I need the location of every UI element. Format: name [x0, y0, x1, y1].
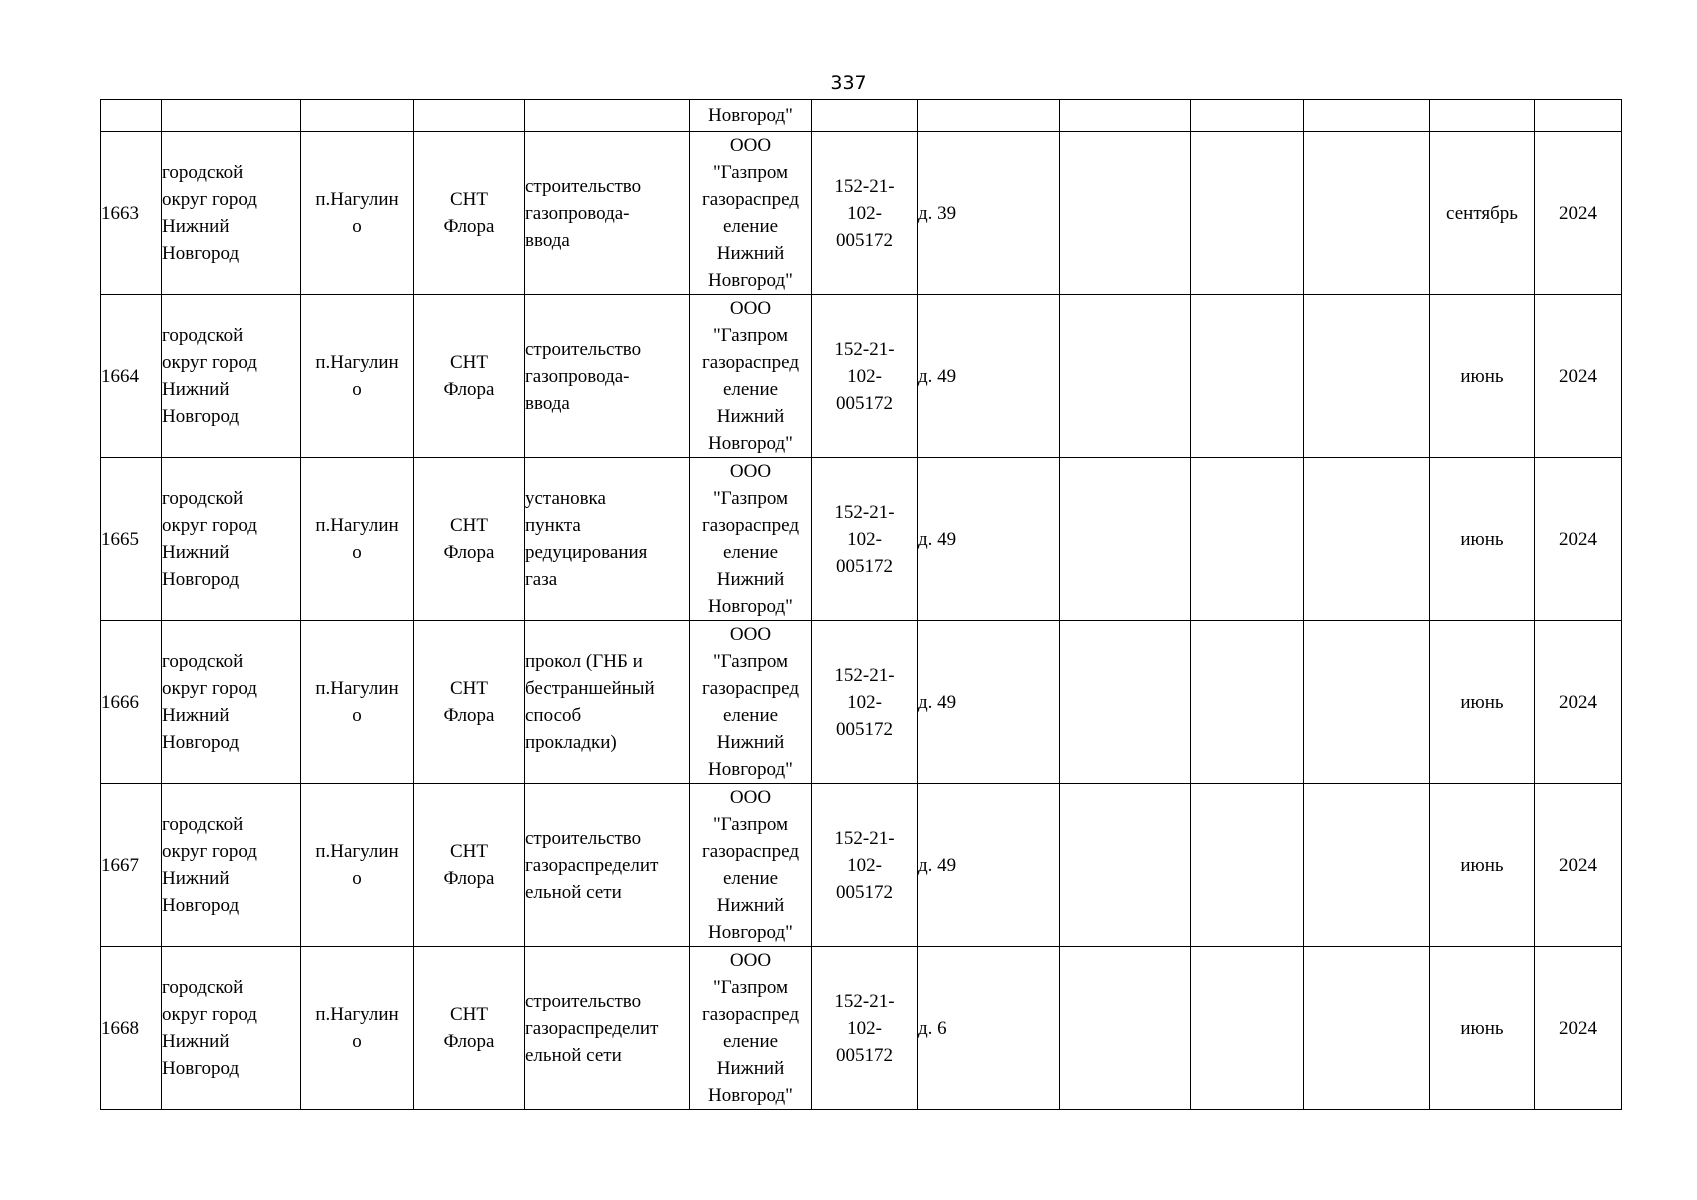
cell-object: СНТ Флора — [414, 295, 525, 458]
cell-object: СНТ Флора — [414, 621, 525, 784]
cell-year: 2024 — [1535, 132, 1622, 295]
cell-house: д. 49 — [918, 621, 1060, 784]
cell-row-number: 1666 — [101, 621, 162, 784]
cell-month: сентябрь — [1430, 132, 1535, 295]
cell-row-number: 1668 — [101, 947, 162, 1110]
cell-empty — [1304, 132, 1430, 295]
cell-year: 2024 — [1535, 295, 1622, 458]
cell-year: 2024 — [1535, 947, 1622, 1110]
table-row — [101, 621, 1622, 784]
cell-object: СНТ Флора — [414, 132, 525, 295]
cell-row-number: 1663 — [101, 132, 162, 295]
cell-empty — [1304, 784, 1430, 947]
cell-month: июнь — [1430, 621, 1535, 784]
cell-row-number: 1664 — [101, 295, 162, 458]
cell-works: строительство газораспределит ельной сети — [525, 784, 690, 947]
table-row-continuation — [101, 100, 1622, 132]
cell-settlement: п.Нагулин о — [301, 947, 414, 1110]
cell-object: СНТ Флора — [414, 784, 525, 947]
cell-year: 2024 — [1535, 621, 1622, 784]
table-row — [101, 132, 1622, 295]
cell-settlement: п.Нагулин о — [301, 458, 414, 621]
cell-settlement: п.Нагулин о — [301, 295, 414, 458]
cell-year: 2024 — [1535, 784, 1622, 947]
cell-organization: ООО "Газпром газораспред еление Нижний Новгород" — [690, 784, 812, 947]
cell-empty — [1304, 458, 1430, 621]
cell-house: д. 39 — [918, 132, 1060, 295]
cell-empty — [1060, 132, 1191, 295]
cell-month: июнь — [1430, 784, 1535, 947]
cell-month: июнь — [1430, 947, 1535, 1110]
cell-empty — [1060, 295, 1191, 458]
cell-month: июнь — [1430, 458, 1535, 621]
cell-empty — [1304, 295, 1430, 458]
cell-organization: ООО "Газпром газораспред еление Нижний Новгород" — [690, 458, 812, 621]
cell-cadastral: 152-21- 102- 005172 — [812, 947, 918, 1110]
cell-area: городской округ город Нижний Новгород — [162, 295, 301, 458]
cell-settlement: п.Нагулин о — [301, 621, 414, 784]
cell-cadastral: 152-21- 102- 005172 — [812, 132, 918, 295]
cell-organization: Новгород" — [690, 100, 812, 132]
cell-empty — [1191, 295, 1304, 458]
cell-empty — [1060, 947, 1191, 1110]
cell-empty — [1060, 621, 1191, 784]
table-row — [101, 947, 1622, 1110]
cell-empty — [1191, 947, 1304, 1110]
cell-empty — [1304, 947, 1430, 1110]
cell-organization: ООО "Газпром газораспред еление Нижний Новгород" — [690, 132, 812, 295]
cell-area: городской округ город Нижний Новгород — [162, 621, 301, 784]
cell-year: 2024 — [1535, 458, 1622, 621]
cell-settlement: п.Нагулин о — [301, 784, 414, 947]
cell-settlement: п.Нагулин о — [301, 132, 414, 295]
register-table — [100, 99, 1622, 1110]
cell-works: строительство газопровода- ввода — [525, 132, 690, 295]
cell-works: прокол (ГНБ и бестраншейный способ прокладки) — [525, 621, 690, 784]
cell-empty — [1191, 458, 1304, 621]
cell-house: д. 49 — [918, 784, 1060, 947]
cell-month: июнь — [1430, 295, 1535, 458]
cell-row-number: 1665 — [101, 458, 162, 621]
table-body — [101, 100, 1622, 1110]
cell-works: строительство газораспределит ельной сети — [525, 947, 690, 1110]
cell-empty — [1191, 784, 1304, 947]
cell-house: д. 49 — [918, 458, 1060, 621]
cell-empty — [1060, 458, 1191, 621]
cell-works: строительство газопровода- ввода — [525, 295, 690, 458]
table-row — [101, 458, 1622, 621]
cell-cadastral: 152-21- 102- 005172 — [812, 295, 918, 458]
cell-cadastral: 152-21- 102- 005172 — [812, 458, 918, 621]
cell-object: СНТ Флора — [414, 458, 525, 621]
table-row — [101, 784, 1622, 947]
cell-empty — [1191, 621, 1304, 784]
cell-area: городской округ город Нижний Новгород — [162, 784, 301, 947]
cell-area: городской округ город Нижний Новгород — [162, 458, 301, 621]
page-number: 337 — [830, 72, 867, 94]
cell-row-number: 1667 — [101, 784, 162, 947]
cell-cadastral: 152-21- 102- 005172 — [812, 621, 918, 784]
cell-house: д. 49 — [918, 295, 1060, 458]
table-row — [101, 295, 1622, 458]
cell-organization: ООО "Газпром газораспред еление Нижний Новгород" — [690, 621, 812, 784]
cell-works: установка пункта редуцирования газа — [525, 458, 690, 621]
cell-empty — [1191, 132, 1304, 295]
cell-cadastral: 152-21- 102- 005172 — [812, 784, 918, 947]
cell-organization: ООО "Газпром газораспред еление Нижний Новгород" — [690, 295, 812, 458]
cell-area: городской округ город Нижний Новгород — [162, 947, 301, 1110]
cell-object: СНТ Флора — [414, 947, 525, 1110]
cell-area: городской округ город Нижний Новгород — [162, 132, 301, 295]
cell-empty — [1304, 621, 1430, 784]
cell-empty — [1060, 784, 1191, 947]
cell-organization: ООО "Газпром газораспред еление Нижний Новгород" — [690, 947, 812, 1110]
cell-house: д. 6 — [918, 947, 1060, 1110]
